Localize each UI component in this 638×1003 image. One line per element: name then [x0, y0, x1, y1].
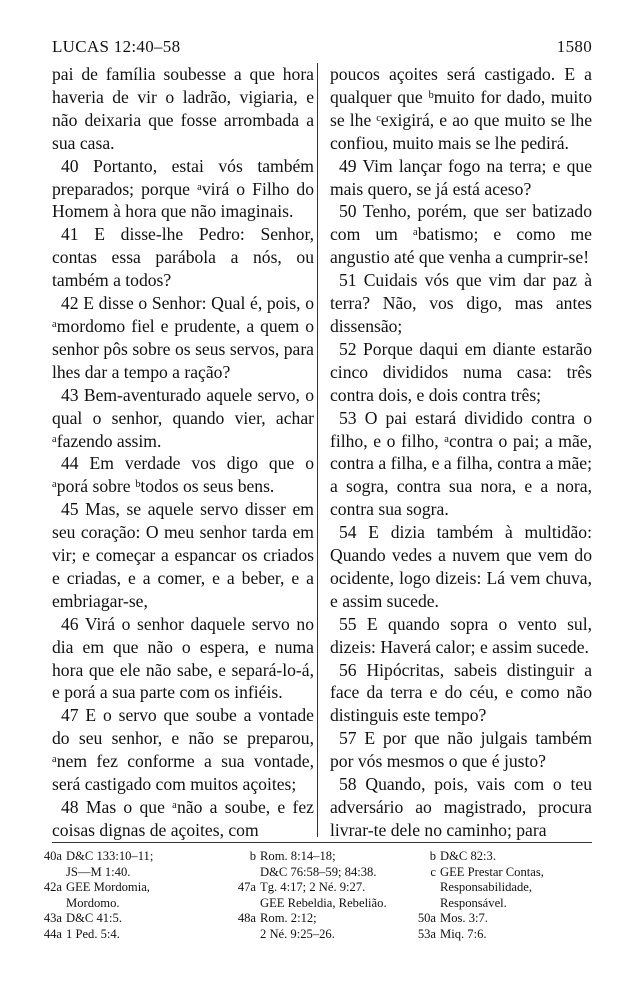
footnote-text: Rom. 8:14–18;	[260, 849, 336, 863]
footnote-key	[226, 927, 260, 943]
verse-43: 43 Bem-aventurado aquele servo, o qual o senhor, quando vier, achar ᵃfazendo assim.	[52, 384, 314, 451]
footnote-text: GEE Mordomia,	[66, 880, 150, 895]
footnote-column-1	[32, 849, 153, 943]
verse-51: 51 Cuidais vós que vim dar paz à terra? Não, vos digo, mas antes dissensão;	[330, 270, 592, 336]
footnote-text: GEE Prestar Contas,	[440, 864, 544, 879]
footnote-row	[32, 849, 153, 865]
footnote-row	[406, 896, 544, 912]
verse-49: 49 Vim lançar fogo na terra; e que mais quero, se já está aceso?	[330, 155, 592, 199]
footnote-row	[32, 880, 153, 896]
footnote-key	[406, 896, 440, 912]
verse-45: 45 Mas, se aquele servo disser em seu coração: O meu senhor tarda em vir; e começar a espancar os criados e criadas, e a comer, e a beber, e a embriagar-se,	[52, 499, 314, 611]
footnote-row	[32, 927, 153, 943]
column-divider	[317, 63, 318, 837]
footnote-text: D&C 133:10–11;	[66, 849, 154, 863]
footnote-key: b	[429, 849, 436, 863]
footnote-key: 53a	[417, 926, 436, 941]
verse-58: 58 Quando, pois, vais com o teu adversário ao magistrado, procura livrar-te dele no caminho; para	[330, 774, 592, 840]
verse-48: 48 Mas o que ᵃnão a soube, e fez coisas dignas de açoites, com	[52, 797, 314, 840]
footnote-key	[32, 865, 66, 881]
footnote-text: Tg. 4:17; 2 Né. 9:27.	[260, 880, 366, 895]
footnote-key: 47a	[237, 880, 256, 895]
footnote-text: D&C 76:58–59; 84:38.	[260, 864, 377, 879]
footnote-row	[406, 927, 544, 943]
footnote-column-3	[406, 849, 544, 943]
footnote-text: Mos. 3:7.	[440, 911, 488, 926]
footnote-column-2	[226, 849, 387, 943]
footnote-row	[32, 896, 153, 912]
footnote-key: 40a	[43, 849, 62, 863]
footnote-key: 42a	[43, 880, 62, 895]
footnote-text: Miq. 7:6.	[440, 926, 487, 941]
footnote-text: D&C 41:5.	[66, 911, 122, 926]
right-column	[330, 63, 592, 842]
verse-47: 47 E o servo que soube a vontade do seu senhor, e não se preparou, ᵃnem fez conforme a sua vontade, será castigado com muitos açoites;	[52, 705, 314, 795]
footnote-key: 50a	[417, 911, 436, 926]
footnote-key	[226, 896, 260, 912]
footnote-row	[406, 880, 544, 896]
footnote-text: Rom. 2:12;	[260, 911, 317, 926]
footnote-row	[226, 927, 387, 943]
footnote-key	[406, 880, 440, 896]
footnote-key: b	[249, 849, 256, 863]
footnote-text: Mordomo.	[66, 895, 120, 910]
verse-54: 54 E dizia também à multidão: Quando vedes a nuvem que vem do ocidente, logo dizeis: Lá vem chuva, e assim sucede.	[330, 522, 592, 611]
verse-text: pai de família soubesse a que hora haveria de vir o ladrão, vigiaria, e não deixaria que fosse arrombada a sua casa.	[52, 64, 314, 153]
verse-57: 57 E por que não julgais também por vós mesmos o que é justo?	[330, 728, 592, 772]
verse-42: 42 E disse o Senhor: Qual é, pois, o ᵃmordomo fiel e prudente, a quem o senhor pôs sobre os seus servos, para lhes dar a tempo a ração?	[52, 293, 314, 382]
footnote-row	[406, 849, 544, 865]
verse-40: 40 Portanto, estai vós também preparados; porque ᵃvirá o Filho do Homem à hora que não imaginais.	[52, 155, 314, 222]
footnote-key: 44a	[43, 926, 62, 941]
footnote-text: Responsabilidade,	[440, 880, 532, 895]
footnote-text: D&C 82:3.	[440, 849, 496, 863]
verse-50: 50 Tenho, porém, que ser batizado com um ᵃbatismo; e como me angustio até que venha a cumprir-se!	[330, 201, 592, 268]
footnote-row	[226, 911, 387, 927]
verse-52: 52 Porque daqui em diante estarão cinco divididos numa casa: três contra dois, e dois contra três;	[330, 338, 592, 405]
footnote-row	[226, 849, 387, 865]
footnote-row	[226, 896, 387, 912]
footnote-text: 2 Né. 9:25–26.	[260, 926, 335, 941]
verse-text: poucos açoites será castigado. E a qualquer que ᵇmuito for dado, muito se lhe ᶜexigirá, e ao que muito se lhe confiou, muito mais se lhe pedirá.	[330, 64, 592, 153]
page-number: 1580	[556, 37, 592, 56]
verse-56: 56 Hipócritas, sabeis distinguir a face da terra e do céu, e como não distinguis este tempo?	[330, 659, 592, 726]
footnote-row	[32, 911, 153, 927]
footnote-key: 43a	[43, 911, 62, 926]
verse-46: 46 Virá o senhor daquele servo no dia em que não o espera, e numa hora que ele não sabe, e separá-lo-á, e porá a sua parte com os infiéis.	[52, 613, 314, 703]
left-column	[52, 63, 314, 842]
footnote-row	[32, 865, 153, 881]
footnote-divider	[52, 842, 592, 843]
footnote-text: 1 Ped. 5:4.	[66, 926, 120, 941]
footnote-row	[406, 865, 544, 881]
footnote-key	[226, 865, 260, 881]
verse-53: 53 O pai estará dividido contra o filho, e o filho, ᵃcontra o pai; a mãe, contra a filha, e a filha, contra a mãe; a sogra, contra sua nora, e a nora, contra sua sogra.	[330, 407, 592, 520]
footnote-text: Responsável.	[440, 895, 507, 910]
footnote-key: c	[430, 864, 436, 879]
footnote-key: 48a	[237, 911, 256, 926]
footnote-row	[226, 865, 387, 881]
footnote-key	[32, 896, 66, 912]
footnote-row	[406, 911, 544, 927]
footnote-text: JS—M 1:40.	[66, 864, 131, 879]
footnote-text: GEE Rebeldia, Rebelião.	[260, 895, 387, 910]
verse-55: 55 E quando sopra o vento sul, dizeis: Haverá calor; e assim sucede.	[330, 613, 592, 657]
footnote-row	[226, 880, 387, 896]
running-title: LUCAS 12:40–58	[52, 37, 181, 56]
verse-44: 44 Em verdade vos digo que o ᵃporá sobre ᵇtodos os seus bens.	[52, 453, 314, 497]
page-header	[52, 37, 592, 57]
verse-41: 41 E disse-lhe Pedro: Senhor, contas essa parábola a nós, ou também a todos?	[52, 224, 314, 291]
